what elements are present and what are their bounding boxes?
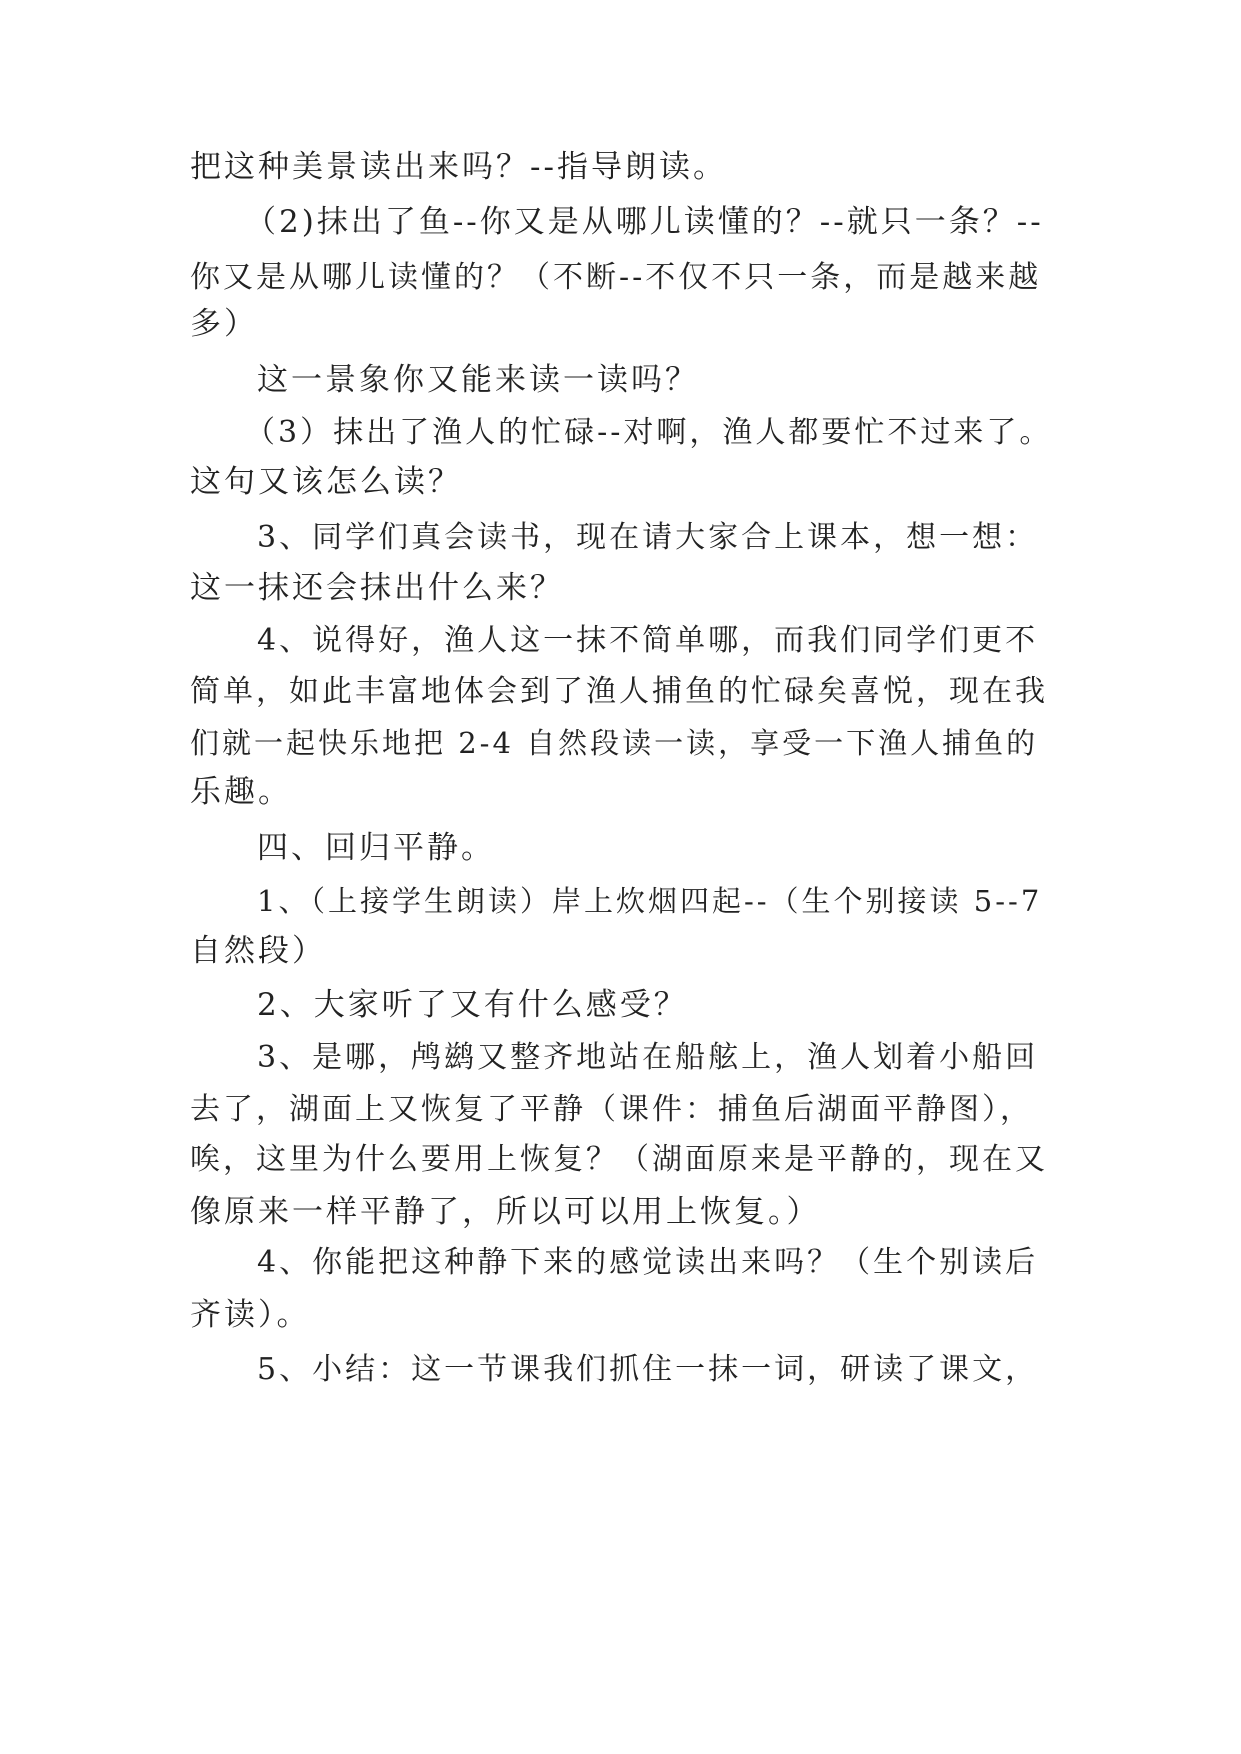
text-line: 1、（上接学生朗读）岸上炊烟四起--（生个别接读 5--7 <box>257 884 1043 918</box>
text-line: 3、是哪，鸬鹚又整齐地站在船舷上，渔人划着小船回 <box>257 1040 1039 1075</box>
text-line: 这一景象你又能来读一读吗？ <box>257 362 699 398</box>
text-line: （2)抹出了鱼--你又是从哪儿读懂的？--就只一条？-- <box>245 204 1044 240</box>
text-line: 这句又该怎么读？ <box>190 464 462 500</box>
text-line: 5、小结：这一节课我们抓住一抹一词，研读了课文， <box>257 1352 1039 1387</box>
text-line: 们就一起快乐地把 2-4 自然段读一读，享受一下渔人捕鱼的 <box>190 726 1039 760</box>
text-line: 唉，这里为什么要用上恢复？（湖面原来是平静的，现在又 <box>190 1142 1048 1177</box>
text-line: 简单，如此丰富地体会到了渔人捕鱼的忙碌矣喜悦，现在我 <box>190 674 1048 709</box>
text-line: 你又是从哪儿读懂的？（不断--不仅不只一条，而是越来越 <box>190 260 1042 295</box>
text-line: 把这种美景读出来吗？--指导朗读。 <box>190 149 727 185</box>
text-line: （3）抹出了渔人的忙碌--对啊，渔人都要忙不过来了。 <box>245 415 1053 450</box>
text-line: 像原来一样平静了，所以可以用上恢复。） <box>190 1194 821 1230</box>
text-line: 4、说得好，渔人这一抹不简单哪，而我们同学们更不 <box>257 623 1039 658</box>
text-line: 2、大家听了又有什么感受？ <box>257 987 688 1023</box>
text-line: 3、同学们真会读书，现在请大家合上课本，想一想： <box>257 520 1039 555</box>
text-line: 齐读）。 <box>190 1297 311 1333</box>
text-line: 四、回归平静。 <box>257 830 495 866</box>
text-line: 去了，湖面上又恢复了平静（课件：捕鱼后湖面平静图）， <box>190 1092 1033 1127</box>
text-line: 4、你能把这种静下来的感觉读出来吗？（生个别读后 <box>257 1245 1039 1280</box>
text-line: 乐趣。 <box>190 774 292 810</box>
text-line: 这一抹还会抹出什么来？ <box>190 570 564 606</box>
text-line: 多） <box>190 306 258 342</box>
text-line: 自然段） <box>190 933 326 969</box>
